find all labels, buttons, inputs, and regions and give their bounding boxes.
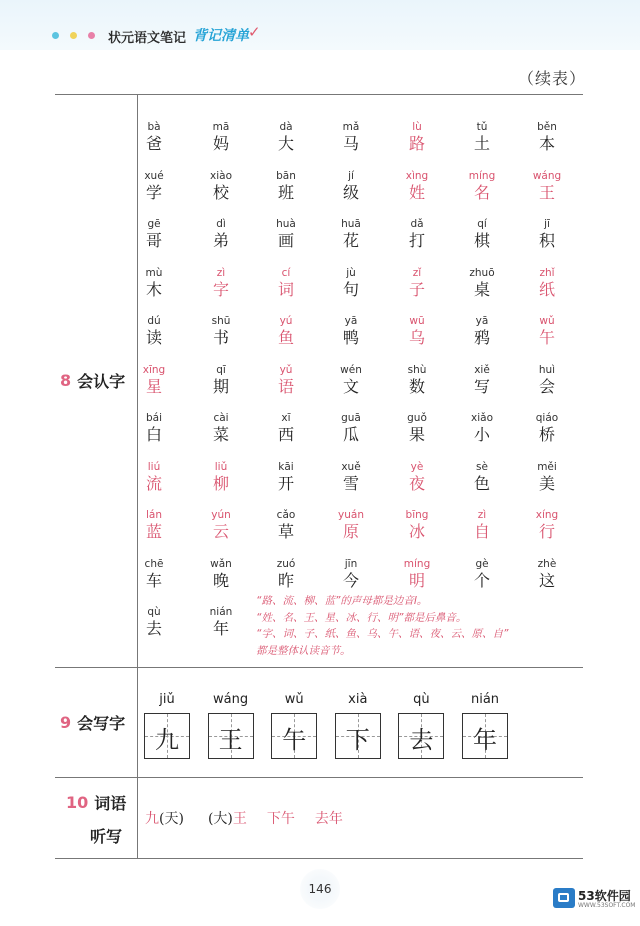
pinyin: qí <box>477 218 487 230</box>
hanzi: 原 <box>342 522 359 541</box>
writing-cell <box>327 691 389 759</box>
char-cell <box>452 121 512 154</box>
hanzi: 年 <box>212 619 229 638</box>
char-cell <box>517 121 577 154</box>
pinyin: gè <box>475 557 489 570</box>
hanzi: 级 <box>342 182 359 202</box>
pinyin: liǔ <box>214 460 228 473</box>
char-cell <box>256 170 316 203</box>
char-cell <box>387 170 447 203</box>
char-cell <box>452 218 512 251</box>
dictation-item <box>145 811 184 827</box>
pinyin: míng <box>468 169 496 182</box>
hanzi: 午 <box>282 726 307 754</box>
pinyin: xiě <box>474 363 490 376</box>
pinyin: zǐ <box>412 266 422 279</box>
dictation-part: 下午 <box>266 811 295 827</box>
hanzi: 晚 <box>212 570 229 590</box>
section-title: 词语 <box>94 794 127 813</box>
pinyin: qù <box>147 606 161 618</box>
pinyin: shū <box>211 315 231 327</box>
writing-cell <box>200 691 262 759</box>
char-cell <box>321 461 381 494</box>
hanzi: 小 <box>473 425 490 444</box>
hanzi: 流 <box>145 473 162 493</box>
char-cell <box>387 121 447 154</box>
hanzi: 纸 <box>538 279 555 299</box>
pinyin: xià <box>348 692 368 707</box>
pinyin: xìng <box>405 169 429 182</box>
section-number: 8 <box>60 371 72 390</box>
pinyin: qiáo <box>535 412 559 424</box>
pinyin: dú <box>147 315 161 327</box>
char-cell <box>256 315 316 348</box>
pinyin: yè <box>410 460 424 473</box>
brand-title: 状元语文笔记 <box>108 31 187 46</box>
pinyin: qù <box>413 692 430 707</box>
pinyin: mǎ <box>342 121 360 133</box>
hanzi: 星 <box>145 376 162 396</box>
char-cell <box>321 218 381 251</box>
section-title: 会认字 <box>77 372 126 391</box>
writing-cell <box>454 691 516 759</box>
pinyin: xiào <box>210 169 232 182</box>
pinyin: nián <box>470 692 500 707</box>
writing-cell <box>390 691 452 759</box>
dictation-part: 去年 <box>314 811 343 827</box>
pinyin: lù <box>412 121 422 133</box>
char-cell <box>256 461 316 494</box>
note-line: “路、流、柳、蓝”的声母都是边音l。 <box>256 595 428 607</box>
char-cell <box>256 558 316 591</box>
char-cell <box>256 218 316 251</box>
pinyin: yǔ <box>279 363 293 376</box>
hanzi: 九 <box>155 726 179 754</box>
section-dictation-label-2 <box>90 824 122 847</box>
hanzi: 去 <box>409 726 434 754</box>
section-number: 10 <box>66 793 89 812</box>
writing-cell <box>263 691 325 759</box>
char-cell <box>191 364 251 397</box>
hanzi: 冰 <box>408 522 425 541</box>
hanzi: 子 <box>408 279 425 299</box>
pinyin: yún <box>211 509 231 521</box>
pinyin: wǔ <box>284 692 304 707</box>
char-cell <box>124 558 184 591</box>
pinyin: lán <box>145 509 162 521</box>
char-cell <box>387 364 447 397</box>
char-cell <box>517 509 577 542</box>
pinyin: wáng <box>213 692 249 707</box>
pinyin: jí <box>348 169 354 182</box>
char-cell <box>256 412 316 445</box>
hanzi: 校 <box>212 182 229 202</box>
char-cell <box>191 558 251 591</box>
phonics-note <box>256 593 586 659</box>
hanzi: 爸 <box>145 134 162 153</box>
tian-grid-box <box>398 713 444 759</box>
char-cell <box>517 558 577 591</box>
pinyin: nián <box>209 606 233 618</box>
char-cell <box>191 461 251 494</box>
char-cell <box>387 461 447 494</box>
hanzi: 瓜 <box>342 425 359 444</box>
hanzi: 王 <box>538 182 555 202</box>
pinyin: liú <box>147 460 161 473</box>
tian-grid-box <box>208 713 254 759</box>
pinyin: wǔ <box>539 315 555 327</box>
table-top-border <box>55 94 583 95</box>
hanzi: 棋 <box>473 231 490 250</box>
hanzi: 乌 <box>408 328 425 347</box>
dictation-part: 九 <box>145 811 159 827</box>
pinyin: zì <box>477 509 487 521</box>
hanzi: 菜 <box>212 425 229 444</box>
char-cell <box>321 121 381 154</box>
char-cell <box>387 412 447 445</box>
logo-url: WWW.53SOFT.COM <box>578 902 636 909</box>
hanzi: 土 <box>473 134 490 153</box>
char-cell <box>321 364 381 397</box>
section-recognize-label <box>60 369 125 392</box>
char-cell <box>191 267 251 300</box>
hanzi: 个 <box>473 570 490 590</box>
pinyin: mā <box>212 121 230 133</box>
row-divider <box>55 777 583 778</box>
pinyin: yuán <box>338 509 364 521</box>
pinyin: bà <box>147 121 161 133</box>
hanzi: 写 <box>473 376 490 396</box>
char-cell <box>256 121 316 154</box>
hanzi: 车 <box>145 570 162 590</box>
char-cell <box>387 315 447 348</box>
pinyin: cài <box>213 412 229 424</box>
section-dictation-label <box>66 791 126 814</box>
hanzi: 弟 <box>212 231 229 250</box>
char-cell <box>124 509 184 542</box>
pinyin: huà <box>276 218 296 230</box>
hanzi: 开 <box>277 473 294 493</box>
char-cell <box>124 218 184 251</box>
hanzi: 妈 <box>212 134 229 153</box>
hanzi: 午 <box>538 328 555 347</box>
pinyin: zì <box>216 266 226 279</box>
char-cell <box>517 170 577 203</box>
pinyin: xī <box>281 412 291 424</box>
char-cell <box>452 267 512 300</box>
header-bar <box>0 0 640 50</box>
char-cell <box>124 412 184 445</box>
section-title: 会写字 <box>77 714 126 733</box>
note-line: “姓、名、王、星、冰、行、明”都是后鼻音。 <box>256 611 467 624</box>
char-cell <box>517 461 577 494</box>
section-number: 9 <box>60 713 72 732</box>
char-cell <box>452 412 512 445</box>
hanzi: 名 <box>473 182 490 202</box>
pinyin: gē <box>147 218 161 230</box>
pinyin: wǎn <box>210 557 232 570</box>
pinyin: bái <box>145 412 163 424</box>
char-cell <box>387 509 447 542</box>
pinyin: mù <box>145 266 163 279</box>
pinyin: huā <box>341 218 361 230</box>
dictation-part: (大) <box>207 811 233 827</box>
pinyin: xué <box>144 169 164 182</box>
pinyin: guā <box>341 412 361 424</box>
char-cell <box>517 267 577 300</box>
hanzi: 哥 <box>145 231 162 250</box>
hanzi: 柳 <box>212 473 229 493</box>
hanzi: 蓝 <box>145 522 162 541</box>
dictation-line <box>145 808 363 828</box>
dictation-item <box>315 811 343 827</box>
char-cell <box>452 509 512 542</box>
row-divider <box>55 667 583 668</box>
pinyin: wáng <box>532 169 562 182</box>
dictation-part: 王 <box>232 811 247 827</box>
char-cell <box>191 606 251 639</box>
hanzi: 今 <box>342 570 359 590</box>
char-cell <box>191 315 251 348</box>
pinyin: tǔ <box>476 121 488 133</box>
pinyin: zhè <box>537 557 557 570</box>
tian-grid-box <box>271 713 317 759</box>
char-cell <box>387 218 447 251</box>
pinyin: zhǐ <box>539 266 555 279</box>
char-cell <box>321 509 381 542</box>
hanzi: 会 <box>538 376 555 396</box>
pinyin: jiǔ <box>159 692 175 707</box>
hanzi: 画 <box>277 231 294 250</box>
hanzi: 年 <box>473 726 497 754</box>
pinyin: míng <box>403 557 431 570</box>
pinyin: huì <box>538 363 556 376</box>
hanzi: 下 <box>345 726 370 754</box>
hanzi: 桌 <box>473 279 490 299</box>
pinyin: bān <box>276 169 296 182</box>
pinyin: kāi <box>278 460 294 473</box>
tian-grid-box <box>335 713 381 759</box>
hanzi: 这 <box>538 570 555 590</box>
char-cell <box>321 267 381 300</box>
tian-grid-box <box>462 713 508 759</box>
hanzi: 语 <box>277 376 294 396</box>
hanzi: 自 <box>473 522 490 541</box>
dictation-item <box>267 811 295 827</box>
hanzi: 本 <box>538 134 555 153</box>
pinyin: chē <box>144 557 164 570</box>
pinyin: guǒ <box>407 412 427 424</box>
char-cell <box>191 170 251 203</box>
pinyin: zhuō <box>469 266 495 279</box>
hanzi: 果 <box>408 425 425 444</box>
decor-dot <box>88 32 95 39</box>
char-cell <box>191 121 251 154</box>
char-cell <box>321 412 381 445</box>
hanzi: 路 <box>408 134 425 153</box>
hanzi: 明 <box>408 570 425 590</box>
hanzi: 鸭 <box>342 328 359 347</box>
continued-label: （续表） <box>518 69 587 88</box>
logo-name: 53软件园 <box>578 889 631 903</box>
hanzi: 夜 <box>408 473 425 493</box>
hanzi: 云 <box>212 522 229 541</box>
hanzi: 文 <box>342 376 359 396</box>
hanzi: 马 <box>342 134 359 153</box>
header-dots <box>52 32 95 39</box>
hanzi: 大 <box>277 134 294 153</box>
section-title: 听写 <box>90 827 123 846</box>
hanzi: 王 <box>218 726 243 754</box>
pinyin: bīng <box>405 509 429 521</box>
char-cell <box>452 364 512 397</box>
brand-subtitle: 背记清单 <box>193 28 249 44</box>
watermark-logo <box>553 886 636 912</box>
hanzi: 花 <box>342 231 359 250</box>
pinyin: jī <box>544 218 550 230</box>
hanzi: 去 <box>145 619 162 638</box>
hanzi: 桥 <box>538 425 555 444</box>
char-cell <box>256 509 316 542</box>
char-cell <box>517 364 577 397</box>
hanzi: 数 <box>408 376 425 396</box>
note-line: “字、词、子、纸、鱼、乌、午、语、夜、云、原、自” <box>256 628 509 640</box>
hanzi: 美 <box>538 473 555 493</box>
hanzi: 白 <box>145 425 162 444</box>
hanzi: 鱼 <box>277 328 294 347</box>
hanzi: 字 <box>212 279 229 299</box>
char-cell <box>124 606 184 639</box>
pinyin: cǎo <box>276 509 296 521</box>
char-cell <box>256 364 316 397</box>
hanzi: 昨 <box>277 570 294 590</box>
char-cell <box>124 315 184 348</box>
char-cell <box>191 412 251 445</box>
dictation-part: (天) <box>159 811 184 827</box>
hanzi: 班 <box>277 182 294 202</box>
hanzi: 读 <box>145 328 162 347</box>
char-cell <box>321 558 381 591</box>
pinyin: měi <box>537 460 557 473</box>
pinyin: xíng <box>535 509 559 521</box>
pinyin: shù <box>407 363 427 376</box>
pinyin: qī <box>216 363 226 376</box>
hanzi: 句 <box>342 279 359 299</box>
char-cell <box>321 315 381 348</box>
pinyin: jù <box>346 266 356 279</box>
hanzi: 色 <box>473 473 490 493</box>
hanzi: 行 <box>538 522 555 541</box>
char-cell <box>387 558 447 591</box>
pinyin: xuě <box>341 460 361 473</box>
pinyin: dǎ <box>410 218 424 230</box>
hanzi: 雪 <box>342 473 359 493</box>
check-icon: ✓ <box>248 23 261 41</box>
pinyin: wén <box>340 363 362 376</box>
note-line: 都是整体认读音节。 <box>256 644 351 657</box>
pinyin: xīng <box>142 363 166 376</box>
hanzi: 学 <box>145 182 162 202</box>
pinyin: xiǎo <box>471 412 493 424</box>
char-cell <box>191 218 251 251</box>
char-cell <box>124 267 184 300</box>
hanzi: 书 <box>212 328 229 347</box>
pinyin: zuó <box>276 557 296 570</box>
char-cell <box>124 364 184 397</box>
char-cell <box>452 170 512 203</box>
char-cell <box>191 509 251 542</box>
pinyin: dà <box>279 121 293 133</box>
hanzi: 木 <box>145 279 162 299</box>
dictation-item <box>208 811 247 827</box>
char-cell <box>124 121 184 154</box>
logo-icon <box>553 888 575 908</box>
hanzi: 姓 <box>408 182 425 202</box>
hanzi: 鸦 <box>473 328 490 347</box>
pinyin: yā <box>344 315 358 327</box>
decor-dot <box>70 32 77 39</box>
hanzi: 期 <box>212 376 229 396</box>
hanzi: 积 <box>538 231 555 250</box>
hanzi: 草 <box>277 522 294 541</box>
char-cell <box>124 461 184 494</box>
pinyin: jīn <box>344 557 358 570</box>
hanzi: 西 <box>277 425 294 444</box>
char-cell <box>517 218 577 251</box>
hanzi: 词 <box>277 279 294 299</box>
char-cell <box>452 315 512 348</box>
hanzi: 打 <box>408 231 425 250</box>
char-cell <box>452 461 512 494</box>
page-number: 146 <box>300 869 340 909</box>
pinyin: yā <box>475 315 489 327</box>
pinyin: cí <box>281 266 291 279</box>
pinyin: sè <box>476 460 488 473</box>
table-bottom-border <box>55 858 583 859</box>
char-cell <box>517 412 577 445</box>
char-cell <box>124 170 184 203</box>
char-cell <box>517 315 577 348</box>
pinyin: yú <box>279 315 293 327</box>
pinyin: dì <box>216 218 226 230</box>
tian-grid-box <box>144 713 190 759</box>
char-cell <box>321 170 381 203</box>
writing-cell <box>136 691 198 759</box>
char-cell <box>387 267 447 300</box>
section-write-label <box>60 711 125 734</box>
pinyin: wū <box>409 315 425 327</box>
decor-dot <box>52 32 59 39</box>
pinyin: běn <box>537 121 557 133</box>
char-cell <box>452 558 512 591</box>
char-cell <box>256 267 316 300</box>
